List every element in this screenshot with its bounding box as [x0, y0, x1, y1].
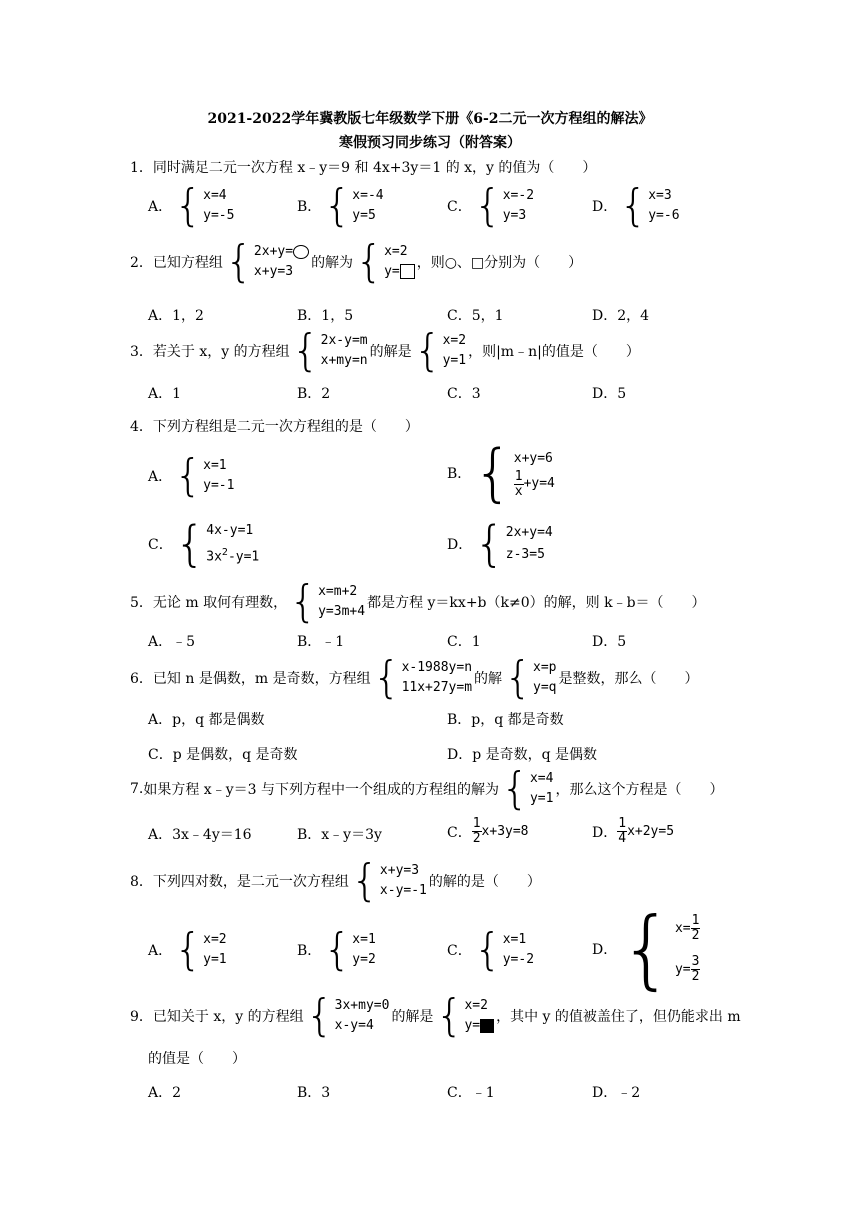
q3-option-a[interactable]: A．1 [148, 386, 182, 402]
q1-number: 1． [130, 160, 153, 176]
denominator: 2 [472, 831, 481, 846]
row-tail: +y=4 [523, 476, 555, 491]
q5-post: 都是方程 y＝kx+b（k≠0）的解，则 k﹣b＝（ ） [367, 595, 706, 611]
q7-stem [130, 763, 724, 814]
row: 4x-y=1 [206, 523, 254, 538]
q8-number: 8． [130, 874, 153, 890]
row: 2x+y=4 [505, 525, 553, 540]
q6-option-b[interactable]: B．p，q 都是奇数 [447, 712, 564, 728]
q8-option-d[interactable] [592, 899, 702, 999]
q8-post: 的解的是（ ） [428, 874, 541, 890]
row: y=-1 [203, 478, 235, 493]
row: y=1 [442, 353, 467, 368]
q3-number: 3． [130, 344, 153, 360]
equation-system: { 2x-y=m x+my=n [291, 325, 368, 376]
q3-stem [130, 325, 640, 376]
q8-pre: 下列四对数，是二元一次方程组 [152, 874, 349, 890]
q4-option-a[interactable] [148, 450, 236, 501]
q5-number: 5． [130, 595, 153, 611]
equation-system: { x=-4 y=5 [323, 180, 384, 231]
q7-pre: 如果方程 x﹣y＝3 与下列方程中一个组成的方程组的解为 [143, 782, 499, 798]
row: x=1 [352, 932, 376, 947]
q1-stem [130, 157, 596, 177]
row: x=2 [384, 244, 408, 259]
q2-option-b[interactable]: B．1，5 [297, 308, 354, 324]
q5-pre: 无论 m 取何有理数， [152, 595, 288, 611]
q9-mid: 的解是 [391, 1009, 434, 1025]
q8-option-b[interactable] [297, 924, 378, 975]
option-label: D． [592, 942, 618, 958]
row: 3x+my=0 [334, 998, 390, 1013]
q6-stem [130, 652, 699, 703]
option-label: D． [447, 537, 473, 553]
equation-system: { x+y=3 x-y=-1 [350, 855, 427, 906]
row-text: y= [464, 1018, 481, 1033]
q8-stem [130, 855, 541, 906]
q9-option-b[interactable]: B．3 [297, 1085, 331, 1101]
row: x+y=3 [253, 264, 294, 279]
fraction [472, 817, 482, 846]
q3-option-b[interactable]: B．2 [297, 386, 331, 402]
square-placeholder-icon [400, 264, 415, 279]
row-text: y= [384, 264, 400, 279]
expression-tail: x+2y=5 [627, 824, 675, 839]
q2-pre: 已知方程组 [152, 255, 223, 271]
row: y=q [533, 680, 557, 695]
row: y=2 [352, 952, 376, 967]
q7-number: 7. [130, 781, 144, 797]
q6-option-d[interactable]: D．p 是奇数，q 是偶数 [447, 747, 598, 763]
solution-system: { x=2 y= [355, 240, 415, 284]
q7-option-d[interactable] [592, 817, 674, 846]
denominator: 2 [691, 969, 700, 984]
row-text: 2x+y= [253, 244, 294, 259]
row: x-y=4 [334, 1018, 374, 1033]
equation-system: { 2x+y=4 z-3=5 [474, 516, 553, 572]
option-label: A． [148, 199, 173, 215]
row [384, 262, 415, 282]
row: x=-2 [502, 188, 535, 203]
denominator: 2 [691, 928, 700, 943]
equation-system: { x=-2 y=3 [473, 180, 535, 231]
q5-option-c[interactable]: C．1 [447, 634, 481, 650]
option-label: D． [592, 199, 618, 215]
q5-option-b[interactable]: B．﹣1 [297, 634, 345, 650]
row: x+my=n [320, 353, 368, 368]
row: 11x+27y=m [401, 680, 473, 695]
row-pre: x= [674, 920, 691, 936]
solution-system: { x=2 y= [435, 994, 494, 1038]
row [514, 470, 555, 499]
q2-option-d[interactable]: D．2，4 [592, 308, 650, 324]
q1-option-d[interactable] [592, 180, 682, 231]
q9-pre: 已知关于 x，y 的方程组 [152, 1009, 304, 1025]
q7-option-b[interactable]: B．x﹣y＝3y [297, 827, 382, 843]
q6-option-c[interactable]: C．p 是偶数，q 是奇数 [148, 747, 298, 763]
row: z-3=5 [505, 547, 545, 562]
q3-pre: 若关于 x，y 的方程组 [152, 344, 290, 360]
expression-tail: x+3y=8 [481, 824, 529, 839]
q2-mid: 的解为 [311, 255, 354, 271]
covered-value-block-icon [480, 1019, 494, 1033]
q1-option-c[interactable] [447, 180, 536, 231]
equation-system: { x+y=6 $\frac{1}{x}$ +y=4 [473, 436, 555, 509]
q9-stem-line2: 的值是（ ） [148, 1051, 246, 1067]
q4-option-b[interactable] [447, 436, 557, 509]
solution-system: { x=2 y=1 [413, 325, 467, 376]
option-label: D． [592, 824, 618, 841]
q7-post: ，那么这个方程是（ ） [555, 782, 724, 798]
row-pre: y= [674, 961, 691, 977]
equation-system: { x=3 y=-6 [619, 180, 680, 231]
circle-placeholder-icon [293, 245, 309, 259]
row: y=-2 [502, 952, 535, 967]
q3-option-c[interactable]: C．3 [447, 386, 481, 402]
option-label: A． [148, 469, 173, 485]
numerator: 1 [472, 816, 481, 831]
q2-post: ，则○、□分别为（ ） [416, 255, 583, 271]
option-label: C． [447, 943, 472, 959]
q2-number: 2． [130, 255, 153, 271]
equation-system: { 2x+y= x+y=3 [225, 240, 309, 284]
row: x=3 [648, 188, 672, 203]
row: y=-5 [203, 208, 235, 223]
solution-system: { x=p y=q [504, 652, 557, 703]
row: y=3 [502, 208, 527, 223]
row: y=-6 [648, 208, 680, 223]
denominator: x [514, 483, 523, 499]
q9-post: ，其中 y 的值被盖住了，但仍能求出 m [496, 1009, 741, 1025]
q9-option-d[interactable]: D．﹣2 [592, 1085, 641, 1101]
q8-option-c[interactable] [447, 924, 536, 975]
row: y=3m+4 [318, 604, 366, 619]
row: x=2 [203, 932, 227, 947]
q9-stem [130, 990, 741, 1041]
row: x-y=-1 [379, 883, 427, 898]
fraction [617, 817, 627, 846]
row: x=4 [529, 771, 554, 786]
equation-system: { x=1 y=-1 [174, 450, 235, 501]
q3-option-d[interactable]: D．5 [592, 386, 627, 402]
numerator: 1 [618, 816, 627, 831]
option-label: B． [297, 199, 322, 215]
option-label: C． [447, 824, 472, 841]
row-pre: 3x [206, 549, 222, 565]
q1-option-b[interactable] [297, 180, 386, 231]
q7-option-a[interactable]: A．3x﹣4y＝16 [148, 827, 252, 843]
q4-text: 下列方程组是二元一次方程组的是（ ） [152, 419, 419, 435]
numerator: 3 [691, 954, 700, 969]
q6-post: 是整数，那么（ ） [558, 671, 699, 687]
row: x+y=6 [513, 450, 553, 466]
row: y=1 [203, 952, 227, 967]
row: x=-4 [352, 188, 384, 203]
option-label: C． [447, 199, 472, 215]
row [206, 542, 259, 568]
denominator: 4 [618, 831, 627, 846]
row [464, 1016, 494, 1036]
row: x=1 [203, 458, 227, 473]
solution-system: { x=4 y=1 [500, 763, 554, 814]
fraction [514, 470, 524, 499]
row: x-1988y=n [401, 660, 473, 675]
option-label: A． [148, 943, 173, 959]
row: y=5 [352, 208, 376, 223]
q9-option-c[interactable]: C．﹣1 [447, 1085, 495, 1101]
row: x=2 [442, 333, 467, 348]
q5-option-a[interactable]: A．﹣5 [148, 634, 196, 650]
equation-system: { 4x-y=1 $3x^2-y=1$ [174, 516, 260, 573]
q4-stem [130, 416, 419, 436]
q2-stem [130, 236, 583, 287]
q5-stem [130, 576, 706, 627]
row [675, 955, 700, 984]
row [675, 914, 700, 943]
row: x+y=3 [379, 863, 420, 878]
q6-mid: 的解 [474, 671, 503, 687]
q6-number: 6． [130, 671, 153, 687]
q1-text: 同时满足二元一次方程 x﹣y＝9 和 4x+3y＝1 的 x，y 的值为（ ） [152, 160, 597, 176]
numerator: 1 [691, 913, 700, 928]
q3-post: ，则|m﹣n|的值是（ ） [468, 344, 640, 360]
q2-option-c[interactable]: C．5，1 [447, 308, 504, 324]
row: x=m+2 [318, 584, 358, 599]
equation-system: { x=m+2 y=3m+4 [289, 576, 366, 627]
q5-option-d[interactable]: D．5 [592, 634, 627, 650]
exponent: 2 [221, 547, 228, 558]
doc-title-line2: 寒假预习同步练习（附答案） [339, 135, 521, 151]
q8-option-a[interactable] [148, 924, 229, 975]
q9-option-a[interactable]: A．2 [148, 1085, 182, 1101]
row: x=1 [502, 932, 527, 947]
q6-option-a[interactable]: A．p，q 都是偶数 [148, 712, 265, 728]
equation-system: { x=1 y=-2 [473, 924, 535, 975]
row-tail: -y=1 [227, 549, 260, 565]
equation-system: { x= $\frac{1}{2}$ y= $\frac{3}{2}$ [619, 899, 700, 999]
row: x=p [533, 660, 557, 675]
equation-system: { x=1 y=2 [323, 924, 376, 975]
row: x=2 [464, 998, 488, 1013]
equation-system: { 3x+my=0 x-y=4 [305, 990, 390, 1041]
fraction [691, 955, 701, 984]
q4-option-c[interactable] [148, 516, 261, 573]
q6-pre: 已知 n 是偶数，m 是奇数，方程组 [152, 671, 371, 687]
row [254, 242, 309, 262]
q4-number: 4． [130, 419, 153, 435]
row: y=1 [529, 791, 554, 806]
option-label: C． [148, 537, 173, 554]
q3-mid: 的解是 [369, 344, 412, 360]
option-label: B． [447, 466, 472, 482]
row: x=4 [203, 188, 227, 203]
numerator: 1 [514, 468, 523, 484]
equation-system: { x=2 y=1 [174, 924, 227, 975]
equation-system: { x=4 y=-5 [174, 180, 235, 231]
fraction [691, 914, 701, 943]
equation-system: { x-1988y=n 11x+27y=m [372, 652, 473, 703]
q7-option-c[interactable] [447, 817, 529, 846]
doc-title-line1: 2021-2022学年冀教版七年级数学下册《6-2二元一次方程组的解法》 [207, 111, 653, 127]
option-label: B． [297, 943, 322, 959]
q1-option-a[interactable] [148, 180, 236, 231]
q9-number: 9． [130, 1009, 153, 1025]
q4-option-d[interactable] [447, 516, 555, 572]
row: 2x-y=m [320, 333, 368, 348]
q2-option-a[interactable]: A．1，2 [148, 308, 204, 324]
